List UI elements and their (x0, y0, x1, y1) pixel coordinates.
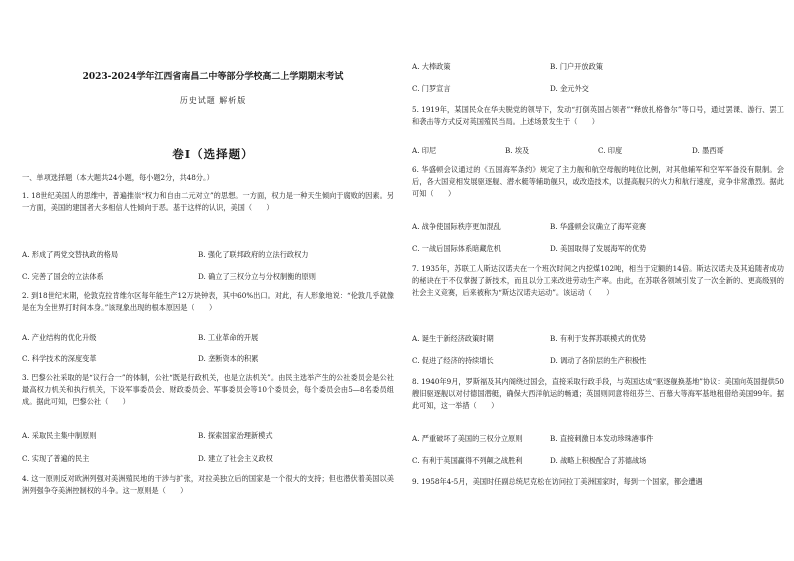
q6-option-a: A. 战争使国际秩序更加混乱 (412, 222, 501, 231)
q7-option-c: C. 促进了经济的持续增长 (412, 356, 494, 365)
q3-option-a: A. 采取民主集中制原则 (22, 431, 97, 440)
q8-option-c: C. 有利于英国赢得不列颠之战胜利 (412, 456, 523, 465)
q3-option-b: B. 探索国家治理新模式 (198, 431, 273, 440)
q6-option-c: C. 一战后国际体系暗藏危机 (412, 244, 501, 253)
q8-option-d: D. 战略上积极配合了苏德战场 (550, 456, 647, 465)
q8-option-b: B. 直接刺激日本发动珍珠港事件 (550, 434, 654, 443)
q2-option-b: B. 工业革命的开展 (198, 333, 259, 342)
q2-option-d: D. 垄断资本的积累 (198, 354, 259, 363)
section-title: 卷Ⅰ（选择题） (172, 147, 254, 161)
q6-option-d: D. 美国取得了发展海军的优势 (550, 244, 647, 253)
question-8-stem: 8. 1940年9月，罗斯福及其内阁绕过国会，直接采取行政手段，与英国达成“驱逐舰换基地”协议：美国向英国提供50艘旧驱逐舰以对付德国潜艇，确保大西洋航运的畅通；英国则同意将纽芬兰、百慕大等海军基地租借给美国99年。据此可知，这一举措（ ） (412, 377, 784, 410)
question-7-stem: 7. 1935年，苏联工人斯达汉诺夫在一个班次时间之内挖煤102吨，相当于定额的14倍。斯达汉诺夫及其追随者成功的秘诀在于不仅掌握了新技术，而且以分工来改进劳动生产率。由此，在苏联各领域引发了一次全新的、更高级别的社会主义竞赛，后来被称为“斯达汉诺夫运动”。该运动（ ） (412, 264, 784, 297)
q4-option-a: A. 大棒政策 (412, 62, 451, 71)
q2-option-a: A. 产业结构的优化升级 (22, 333, 97, 342)
q3-option-d: D. 建立了社会主义政权 (198, 454, 273, 463)
q5-option-b: B. 埃及 (505, 146, 530, 155)
q4-option-d: D. 金元外交 (550, 84, 589, 93)
q2-option-c: C. 科学技术的深度变革 (22, 354, 97, 363)
q5-option-a: A. 印尼 (412, 146, 437, 155)
q7-option-b: B. 有利于发挥苏联模式的优势 (550, 334, 647, 343)
question-5-stem: 5. 1919年，某国民众在华夫脱党的领导下，发动“打倒英国占领者”“释放扎格鲁尔”等口号，通过罢课、游行、罢工和袭击等方式反对英国殖民当局。上述场景发生于（ ） (412, 105, 784, 126)
q5-option-c: C. 印度 (598, 146, 623, 155)
q1-option-a: A. 形成了两党交替执政的格局 (22, 250, 119, 259)
question-1-stem: 1. 18世纪美国人的思维中，普遍推崇“权力和自由二元对立”的思想。一方面，权力是一种天生倾向于腐败的因素。另一方面，美国的建国者大多相信人性倾向于恶。基于这样的认识，美国（ ） (22, 191, 394, 212)
q6-option-b: B. 华盛顿会议确立了海军竞赛 (550, 222, 647, 231)
q1-option-b: B. 强化了联邦政府的立法行政权力 (198, 250, 309, 259)
section-intro: 一、单项选择题（本大题共24小题，每小题2分，共48分。） (22, 173, 214, 182)
q3-option-c: C. 实现了普遍的民主 (22, 454, 90, 463)
question-9-stem: 9. 1958年4-5月，美国时任副总统尼克松在访问拉丁美洲国家时，每到一个国家，都会遭遇 (412, 477, 703, 486)
exam-title: 2023-2024学年江西省南昌二中等部分学校高二上学期期末考试 (82, 72, 344, 82)
q4-option-b: B. 门户开放政策 (550, 62, 603, 71)
q1-option-c: C. 完善了国会的立法体系 (22, 272, 104, 281)
question-6-stem: 6. 华盛顿会议通过的《五国海军条约》规定了主力舰和航空母舰的吨位比例，对其他辅军和空军军备没有限制。会后，各大国竞相发展驱逐舰、潜水艇等辅助舰只，或改造技术，以提高舰只的火力和航行速度，竞争非常激烈。据此可知（ ） (412, 165, 784, 198)
q8-option-a: A. 严重破坏了美国的三权分立原则 (412, 434, 523, 443)
exam-subtitle: 历史试题 解析版 (179, 96, 247, 105)
q7-option-d: D. 调动了各阶层的生产积极性 (550, 356, 647, 365)
q4-option-c: C. 门罗宣言 (412, 84, 451, 93)
question-3-stem: 3. 巴黎公社采取的是“议行合一”的体制，公社“既是行政机关，也是立法机关”。由民主选举产生的公社委员会是公社最高权力机关和执行机关，下设军事委员会、财政委员会、军事委员会等10个委员会，每个委员会由5—8名委员组成。据此可知，巴黎公社（ ） (22, 373, 394, 406)
q5-option-d: D. 墨西哥 (692, 146, 724, 155)
q1-option-d: D. 确立了三权分立与分权制衡的原则 (198, 272, 316, 281)
q7-option-a: A. 诞生于新经济政策时期 (412, 334, 494, 343)
question-2-stem: 2. 到18世纪末期，伦敦克拉肯维尔区每年能生产12万块钟表，其中60%出口。对此，有人形象地说：“伦敦几乎就像是在为全世界打时间本身。”该现象出现的根本原因是（ ） (22, 291, 394, 312)
question-4-stem: 4. 这一原则反对欧洲列强对美洲殖民地的干涉与扩张，对拉美独立后的国家是一个很大的支持；但也潜伏着美国以美洲列强争夺美洲控制权的斗争。这一原则是（ ） (22, 474, 394, 495)
